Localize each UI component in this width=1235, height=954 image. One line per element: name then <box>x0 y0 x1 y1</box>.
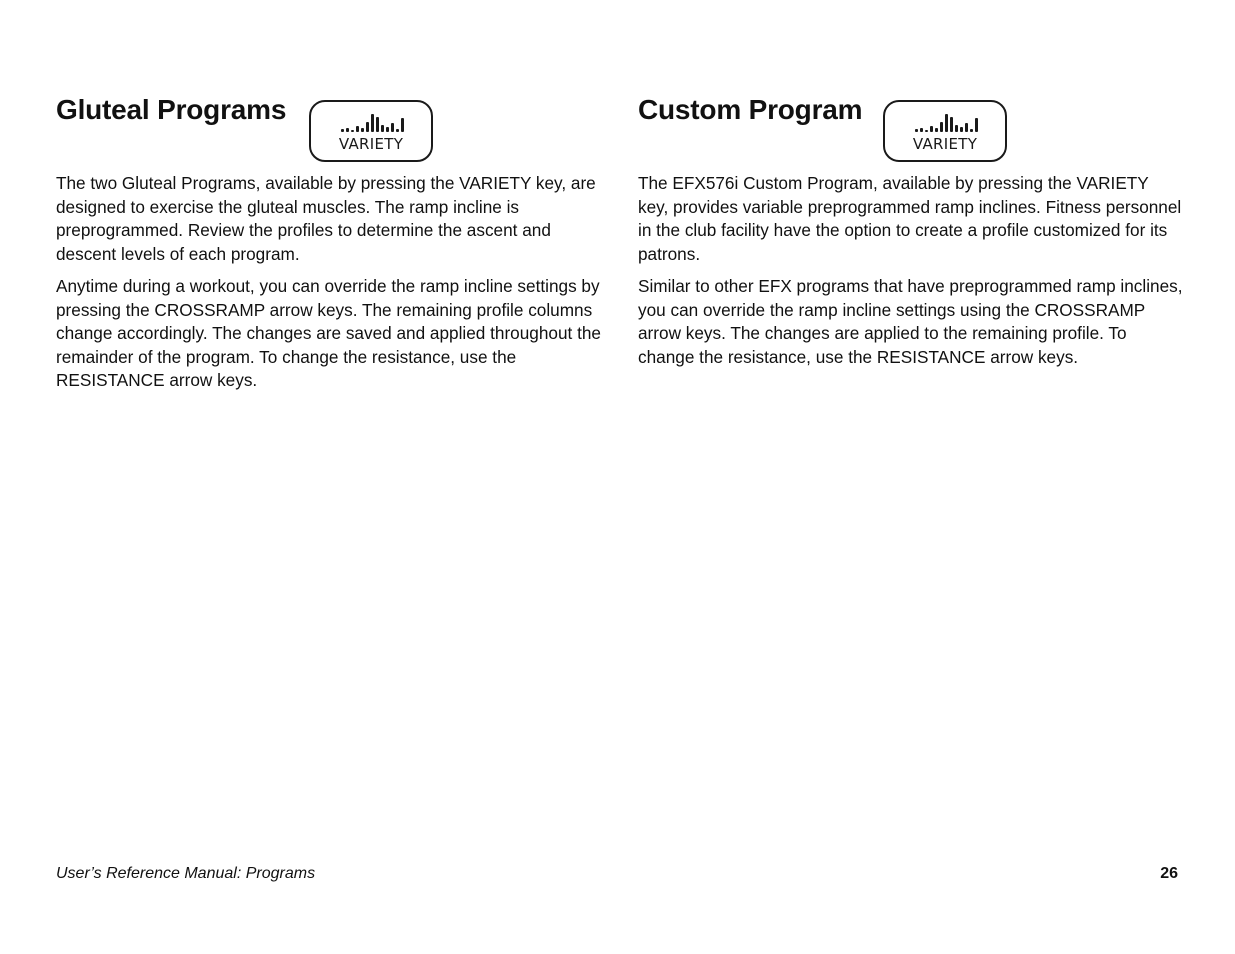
body-paragraph: Anytime during a workout, you can override the ramp incline settings by pressing the CROSSRAMP arrow keys. The remaining profile columns change accordingly. The changes are saved and applied throughout the remainder of the program. To change the resistance, use the RESISTANCE arrow keys. <box>56 276 601 390</box>
section-custom-program <box>638 92 1183 378</box>
section-gluteal-programs <box>56 92 601 402</box>
section-header <box>56 92 601 172</box>
footer-page-number: 26 <box>1160 865 1178 882</box>
body-paragraph: The two Gluteal Programs, available by pressing the VARIETY key, are designed to exercise the gluteal muscles. The ramp incline is preprogrammed. Review the profiles to determine the ascent and descent levels of each program. <box>56 173 596 264</box>
variety-key-label: VARIETY <box>338 135 404 153</box>
variety-key-label: VARIETY <box>912 135 978 153</box>
variety-bars-icon <box>339 112 407 132</box>
variety-key-badge <box>883 100 1007 162</box>
variety-key-badge <box>309 100 433 162</box>
section-header <box>638 92 1183 172</box>
section-heading: Custom Program <box>638 94 863 125</box>
variety-bars-icon <box>913 112 981 132</box>
footer-document-title: User’s Reference Manual: Programs <box>56 865 316 882</box>
body-paragraph: Similar to other EFX programs that have preprogrammed ramp inclines, you can override the ramp incline settings using the CROSSRAMP arrow keys. The changes are applied to the remaining profile. To change the resistance, use the RESISTANCE arrow keys. <box>638 276 1183 367</box>
section-heading: Gluteal Programs <box>56 94 287 125</box>
body-paragraph: The EFX576i Custom Program, available by pressing the VARIETY key, provides variable preprogrammed ramp inclines. Fitness personnel in the club facility have the option to create a profile customized for its patrons. <box>638 173 1182 264</box>
